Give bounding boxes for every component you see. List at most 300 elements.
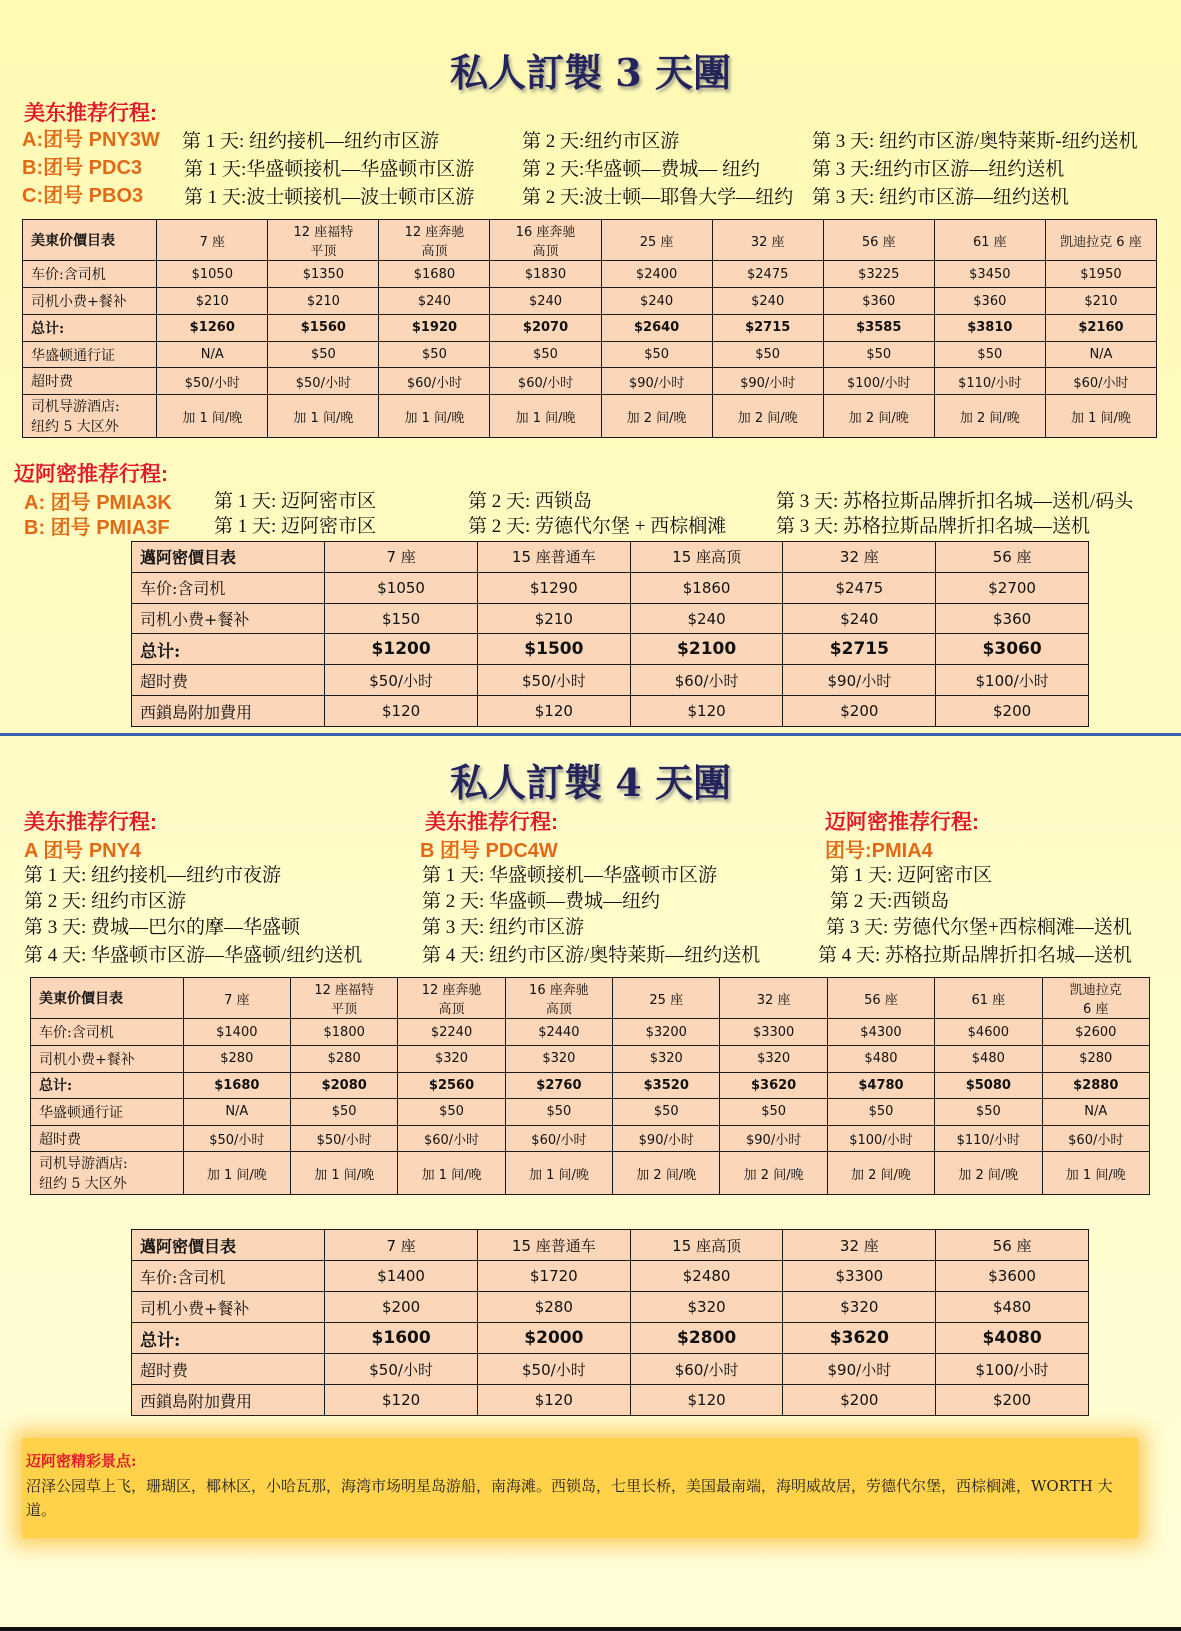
miami-price-table-4day xyxy=(131,1229,1089,1416)
column-header: 56 座 xyxy=(936,1230,1089,1261)
column-header: 7 座 xyxy=(325,1230,478,1261)
column-header: 15 座高顶 xyxy=(630,1230,783,1261)
price-cell: $60/小时 xyxy=(490,368,601,395)
route-day-1: 第 1 天: 纽约接机—纽约市夜游 xyxy=(24,865,282,886)
page-title-3day: 私人訂製 3 天團 xyxy=(450,50,731,95)
column-header xyxy=(1042,978,1149,1019)
price-cell: $1800 xyxy=(291,1019,398,1046)
price-cell: 加 2 间/晚 xyxy=(601,395,712,438)
price-cell: $50 xyxy=(268,341,379,368)
row-label: 车价:含司机 xyxy=(23,261,157,288)
section-divider xyxy=(0,733,1181,736)
route-day-1: 第 1 天: 华盛顿接机—华盛顿市区游 xyxy=(422,865,718,886)
price-cell: $50/小时 xyxy=(477,665,630,696)
price-cell: $200 xyxy=(936,696,1089,727)
price-cell: 加 2 间/晚 xyxy=(613,1152,720,1195)
price-cell: $50/小时 xyxy=(157,368,268,395)
price-cell: $120 xyxy=(325,1385,478,1416)
route-day-2: 第 2 天:西锁岛 xyxy=(830,891,950,912)
price-cell: $200 xyxy=(936,1385,1089,1416)
route-day-2: 第 2 天:波士顿—耶鲁大学—纽约 xyxy=(522,187,794,208)
price-cell: $2760 xyxy=(505,1072,612,1099)
price-cell: $2880 xyxy=(1042,1072,1149,1099)
price-cell: 加 1 间/晚 xyxy=(157,395,268,438)
table-header-row xyxy=(132,542,1089,573)
price-cell: $2600 xyxy=(1042,1019,1149,1046)
column-header: 15 座高顶 xyxy=(630,542,783,573)
price-cell: $240 xyxy=(630,603,783,634)
highlights-text: 沼泽公园草上飞，珊瑚区，椰林区，小哈瓦那，海湾市场明星岛游船，南海滩。西锁岛，七里长桥，美国最南端，海明威故居，劳德代尔堡，西棕榈滩，WORTH 大道。 xyxy=(26,1477,1113,1519)
price-cell: $240 xyxy=(601,288,712,315)
route-day-3: 第 3 天: 费城—巴尔的摩—华盛顿 xyxy=(24,917,301,938)
route-day-1: 第 1 天: 迈阿密市区 xyxy=(214,516,377,537)
price-cell: $1200 xyxy=(325,634,478,665)
price-cell: $320 xyxy=(505,1045,612,1072)
price-cell: $320 xyxy=(783,1292,936,1323)
cell-line: 高顶 xyxy=(438,1002,465,1018)
price-cell: $2560 xyxy=(398,1072,505,1099)
table-row xyxy=(132,603,1089,634)
price-cell: $360 xyxy=(934,288,1045,315)
price-cell: $2080 xyxy=(291,1072,398,1099)
column-header: 32 座 xyxy=(712,220,823,261)
price-cell: $120 xyxy=(477,696,630,727)
route-code: C:团号 PBO3 xyxy=(22,185,144,207)
price-cell: $280 xyxy=(291,1045,398,1072)
price-cell: $60/小时 xyxy=(398,1125,505,1152)
route-day-4: 第 4 天: 华盛顿市区游—华盛顿/纽约送机 xyxy=(24,945,363,966)
price-cell: $4080 xyxy=(936,1323,1089,1354)
price-cell: $200 xyxy=(325,1292,478,1323)
row-label: 司机小费+餐补 xyxy=(31,1045,184,1072)
price-cell: $1050 xyxy=(325,572,478,603)
price-cell: 加 1 间/晚 xyxy=(291,1152,398,1195)
price-cell: 加 2 间/晚 xyxy=(720,1152,827,1195)
highlights-header: 迈阿密精彩景点: xyxy=(26,1452,137,1470)
row-label: 超时费 xyxy=(23,368,157,395)
table-header-row xyxy=(31,978,1150,1019)
price-cell: $50 xyxy=(935,1099,1042,1126)
row-label: 司机小费+餐补 xyxy=(23,288,157,315)
route-day-3: 第 3 天: 苏格拉斯品牌折扣名城—送机/码头 xyxy=(776,491,1134,512)
cell-line: 高顶 xyxy=(421,244,448,260)
table-row xyxy=(132,696,1089,727)
price-cell: $320 xyxy=(398,1045,505,1072)
price-cell: $60/小时 xyxy=(1045,368,1156,395)
price-cell: $100/小时 xyxy=(936,665,1089,696)
price-cell: $3585 xyxy=(823,314,934,341)
route-day-1: 第 1 天:华盛顿接机—华盛顿市区游 xyxy=(184,159,475,180)
cell-line: 纽约 5 大区外 xyxy=(31,419,119,436)
price-cell: $3600 xyxy=(936,1261,1089,1292)
price-cell: $50 xyxy=(601,341,712,368)
column-header: 32 座 xyxy=(720,978,827,1019)
column-header: 56 座 xyxy=(823,220,934,261)
price-cell: $200 xyxy=(783,696,936,727)
table-row xyxy=(132,1292,1089,1323)
table-row xyxy=(132,1323,1089,1354)
price-cell: 加 1 间/晚 xyxy=(268,395,379,438)
row-label: 超时费 xyxy=(132,665,325,696)
price-cell: $50/小时 xyxy=(325,1354,478,1385)
price-cell: $120 xyxy=(630,1385,783,1416)
table-row xyxy=(132,665,1089,696)
route-day-2: 第 2 天:纽约市区游 xyxy=(522,131,680,152)
price-cell: $200 xyxy=(783,1385,936,1416)
table-row xyxy=(23,341,1157,368)
price-cell: $100/小时 xyxy=(827,1125,934,1152)
table-row xyxy=(132,1385,1089,1416)
column-header xyxy=(505,978,612,1019)
price-cell: $50 xyxy=(490,341,601,368)
price-cell: $1400 xyxy=(183,1019,290,1046)
cell-line: 12 座福特 xyxy=(293,225,354,241)
price-cell: $210 xyxy=(268,288,379,315)
price-cell: $5080 xyxy=(935,1072,1042,1099)
route-day-3: 第 3 天: 纽约市区游/奥特莱斯-纽约送机 xyxy=(812,131,1138,152)
route-day-4: 第 4 天: 苏格拉斯品牌折扣名城—送机 xyxy=(818,945,1133,966)
price-cell: $1680 xyxy=(183,1072,290,1099)
row-label: 司机小费+餐补 xyxy=(132,603,325,634)
price-cell: $1680 xyxy=(379,261,490,288)
table-row xyxy=(23,395,1157,438)
price-cell: $50 xyxy=(720,1099,827,1126)
price-cell: 加 1 间/晚 xyxy=(398,1152,505,1195)
price-cell: $2240 xyxy=(398,1019,505,1046)
price-cell: 加 1 间/晚 xyxy=(1042,1152,1149,1195)
price-cell: $50/小时 xyxy=(325,665,478,696)
column-header xyxy=(291,978,398,1019)
price-cell: $60/小时 xyxy=(379,368,490,395)
route-code: B:团号 PDC3 xyxy=(22,157,143,179)
price-cell: 加 1 间/晚 xyxy=(1045,395,1156,438)
row-label: 车价:含司机 xyxy=(132,1261,325,1292)
table-row xyxy=(31,1019,1150,1046)
row-label: 西鎖島附加費用 xyxy=(132,696,325,727)
price-cell: $2100 xyxy=(630,634,783,665)
price-cell: $360 xyxy=(823,288,934,315)
route-day-2: 第 2 天: 劳德代尔堡 + 西棕榈滩 xyxy=(468,516,727,537)
price-cell: $90/小时 xyxy=(783,665,936,696)
price-cell: $320 xyxy=(630,1292,783,1323)
table-row xyxy=(23,288,1157,315)
price-cell: $90/小时 xyxy=(601,368,712,395)
route-code: B: 团号 PMIA3F xyxy=(24,517,170,539)
route-day-2: 第 2 天:华盛顿—费城— 纽约 xyxy=(522,159,761,180)
price-cell: $3225 xyxy=(823,261,934,288)
price-cell: $50/小时 xyxy=(183,1125,290,1152)
price-cell: $3520 xyxy=(613,1072,720,1099)
price-cell: $90/小时 xyxy=(720,1125,827,1152)
price-cell: $320 xyxy=(613,1045,720,1072)
price-cell: $2000 xyxy=(477,1323,630,1354)
cell-line: 16 座奔驰 xyxy=(529,983,589,999)
row-label: 西鎖島附加費用 xyxy=(132,1385,325,1416)
table-title: 美東价價目表 xyxy=(23,220,157,261)
table-row xyxy=(31,1045,1150,1072)
route-day-1: 第 1 天:波士顿接机—波士顿市区游 xyxy=(184,187,475,208)
column-header: 56 座 xyxy=(827,978,934,1019)
price-cell: $90/小时 xyxy=(613,1125,720,1152)
price-cell: 加 1 间/晚 xyxy=(183,1152,290,1195)
row-label: 车价:含司机 xyxy=(132,572,325,603)
price-cell: $50 xyxy=(827,1099,934,1126)
price-cell: $60/小时 xyxy=(1042,1125,1149,1152)
cell-line: 司机导游酒店: xyxy=(31,399,120,416)
price-cell: $150 xyxy=(325,603,478,634)
route-day-3: 第 3 天: 纽约市区游 xyxy=(422,917,585,938)
price-cell: $2715 xyxy=(783,634,936,665)
price-cell: $1400 xyxy=(325,1261,478,1292)
price-cell: $210 xyxy=(1045,288,1156,315)
column-header: 32 座 xyxy=(783,1230,936,1261)
price-cell: $2475 xyxy=(783,572,936,603)
cell-line: 平顶 xyxy=(331,1002,358,1018)
cell-line: 凯迪拉克 xyxy=(1069,983,1122,999)
row-label: 总计: xyxy=(132,634,325,665)
price-cell: $50/小时 xyxy=(268,368,379,395)
bottom-rule xyxy=(0,1627,1181,1631)
column-header: 美东推荐行程: xyxy=(425,811,558,834)
price-cell: $2640 xyxy=(601,314,712,341)
route-day-4: 第 4 天: 纽约市区游/奥特莱斯—纽约送机 xyxy=(422,945,761,966)
column-header: 凯迪拉克 6 座 xyxy=(1045,220,1156,261)
price-cell: $3620 xyxy=(720,1072,827,1099)
price-cell: N/A xyxy=(183,1099,290,1126)
price-cell: $3300 xyxy=(783,1261,936,1292)
price-cell: $60/小时 xyxy=(630,1354,783,1385)
table-row xyxy=(132,634,1089,665)
price-cell: $50 xyxy=(934,341,1045,368)
price-cell: $210 xyxy=(477,603,630,634)
route-code: B 团号 PDC4W xyxy=(420,840,558,862)
price-cell: $100/小时 xyxy=(823,368,934,395)
price-cell: $60/小时 xyxy=(630,665,783,696)
price-cell: 加 1 间/晚 xyxy=(505,1152,612,1195)
price-cell: 加 1 间/晚 xyxy=(490,395,601,438)
price-cell: N/A xyxy=(1042,1099,1149,1126)
price-cell: $360 xyxy=(936,603,1089,634)
price-cell: $240 xyxy=(379,288,490,315)
row-label: 华盛顿通行证 xyxy=(31,1099,184,1126)
table-row xyxy=(31,1152,1150,1195)
row-label: 超时费 xyxy=(132,1354,325,1385)
row-label: 总计: xyxy=(132,1323,325,1354)
miami-price-table-3day xyxy=(131,541,1089,727)
row-label: 车价:含司机 xyxy=(31,1019,184,1046)
price-cell: $60/小时 xyxy=(505,1125,612,1152)
price-cell: $50/小时 xyxy=(477,1354,630,1385)
price-cell: $4780 xyxy=(827,1072,934,1099)
column-header xyxy=(398,978,505,1019)
route-day-1: 第 1 天: 迈阿密市区 xyxy=(830,865,993,886)
price-cell: $50 xyxy=(613,1099,720,1126)
price-cell: $1950 xyxy=(1045,261,1156,288)
price-cell: $2480 xyxy=(630,1261,783,1292)
cell-line: 高顶 xyxy=(545,1002,572,1018)
table-row xyxy=(31,1099,1150,1126)
price-cell: $3200 xyxy=(613,1019,720,1046)
row-label: 华盛顿通行证 xyxy=(23,341,157,368)
row-label xyxy=(31,1152,184,1195)
table-row xyxy=(132,1354,1089,1385)
price-cell: $280 xyxy=(1042,1045,1149,1072)
column-header: 7 座 xyxy=(157,220,268,261)
price-cell: $2070 xyxy=(490,314,601,341)
price-cell: $1920 xyxy=(379,314,490,341)
east-price-table-4day xyxy=(30,977,1150,1195)
price-cell: $240 xyxy=(783,603,936,634)
column-header: 15 座普通车 xyxy=(477,542,630,573)
route-day-3: 第 3 天: 纽约市区游—纽约送机 xyxy=(812,187,1070,208)
column-header: 61 座 xyxy=(934,220,1045,261)
cell-line: 12 座福特 xyxy=(314,983,375,999)
column-header: 美东推荐行程: xyxy=(24,811,157,834)
price-cell: $50 xyxy=(712,341,823,368)
page-title-4day: 私人訂製 4 天團 xyxy=(450,760,731,805)
price-cell: $1260 xyxy=(157,314,268,341)
table-title: 邁阿密價目表 xyxy=(132,542,325,573)
price-cell: $2715 xyxy=(712,314,823,341)
row-label: 总计: xyxy=(31,1072,184,1099)
price-cell: $240 xyxy=(712,288,823,315)
price-cell: $1720 xyxy=(477,1261,630,1292)
price-cell: $3300 xyxy=(720,1019,827,1046)
table-row xyxy=(132,572,1089,603)
price-cell: $50 xyxy=(823,341,934,368)
price-cell: $2475 xyxy=(712,261,823,288)
column-header: 61 座 xyxy=(935,978,1042,1019)
price-cell: $3620 xyxy=(783,1323,936,1354)
column-header: 56 座 xyxy=(936,542,1089,573)
price-cell: $1050 xyxy=(157,261,268,288)
cell-line: 司机导游酒店: xyxy=(39,1156,128,1173)
cell-line: 16 座奔驰 xyxy=(515,225,576,241)
price-cell: $100/小时 xyxy=(936,1354,1089,1385)
route-day-1: 第 1 天: 迈阿密市区 xyxy=(214,491,377,512)
price-cell: $120 xyxy=(630,696,783,727)
route-day-3: 第 3 天: 劳德代尔堡+西棕榈滩—送机 xyxy=(826,917,1132,938)
price-cell: $280 xyxy=(477,1292,630,1323)
price-cell: $50 xyxy=(379,341,490,368)
price-cell: $4300 xyxy=(827,1019,934,1046)
cell-line: 高顶 xyxy=(532,244,559,260)
row-label: 总计: xyxy=(23,314,157,341)
column-header xyxy=(268,220,379,261)
east-itinerary-header: 美东推荐行程: xyxy=(24,102,157,125)
price-cell: $2160 xyxy=(1045,314,1156,341)
route-code: 团号:PMIA4 xyxy=(825,840,933,862)
price-cell: 加 2 间/晚 xyxy=(827,1152,934,1195)
price-cell: $50/小时 xyxy=(291,1125,398,1152)
price-cell: 加 1 间/晚 xyxy=(379,395,490,438)
price-cell: $240 xyxy=(490,288,601,315)
price-cell: $1560 xyxy=(268,314,379,341)
route-day-3: 第 3 天: 苏格拉斯品牌折扣名城—送机 xyxy=(776,516,1091,537)
column-header: 32 座 xyxy=(783,542,936,573)
route-code: A: 团号 PMIA3K xyxy=(24,492,172,514)
price-cell: $50 xyxy=(505,1099,612,1126)
price-cell: $90/小时 xyxy=(783,1354,936,1385)
price-cell: $50 xyxy=(291,1099,398,1126)
route-day-3: 第 3 天:纽约市区游—纽约送机 xyxy=(812,159,1065,180)
column-header: 7 座 xyxy=(325,542,478,573)
cell-line: 12 座奔驰 xyxy=(404,225,465,241)
price-cell: $280 xyxy=(183,1045,290,1072)
column-header: 25 座 xyxy=(613,978,720,1019)
row-label xyxy=(23,395,157,438)
price-cell: $320 xyxy=(720,1045,827,1072)
east-price-table-3day xyxy=(22,219,1157,438)
price-cell: $2800 xyxy=(630,1323,783,1354)
price-cell: N/A xyxy=(1045,341,1156,368)
price-cell: $210 xyxy=(157,288,268,315)
row-label: 超时费 xyxy=(31,1125,184,1152)
miami-highlights-box xyxy=(22,1438,1138,1538)
price-cell: 加 2 间/晚 xyxy=(712,395,823,438)
table-header-row xyxy=(23,220,1157,261)
price-cell: $1500 xyxy=(477,634,630,665)
table-header-row xyxy=(132,1230,1089,1261)
cell-line: 平顶 xyxy=(310,244,337,260)
price-cell: $120 xyxy=(325,696,478,727)
price-cell: $1860 xyxy=(630,572,783,603)
route-code: A 团号 PNY4 xyxy=(24,840,142,862)
route-day-2: 第 2 天: 华盛顿—费城—纽约 xyxy=(422,891,661,912)
row-label: 司机小费+餐补 xyxy=(132,1292,325,1323)
miami-itinerary-header: 迈阿密推荐行程: xyxy=(14,463,168,486)
column-header xyxy=(379,220,490,261)
table-title: 邁阿密價目表 xyxy=(132,1230,325,1261)
price-cell: 加 2 间/晚 xyxy=(934,395,1045,438)
table-row xyxy=(31,1072,1150,1099)
route-day-1: 第 1 天: 纽约接机—纽约市区游 xyxy=(182,131,440,152)
price-cell: $3060 xyxy=(936,634,1089,665)
column-header xyxy=(490,220,601,261)
price-cell: $1830 xyxy=(490,261,601,288)
column-header: 迈阿密推荐行程: xyxy=(825,811,979,834)
price-cell: $2700 xyxy=(936,572,1089,603)
table-row xyxy=(23,368,1157,395)
column-header: 7 座 xyxy=(183,978,290,1019)
price-cell: $1290 xyxy=(477,572,630,603)
price-cell: $110/小时 xyxy=(934,368,1045,395)
table-row xyxy=(31,1125,1150,1152)
price-cell: $110/小时 xyxy=(935,1125,1042,1152)
price-cell: 加 2 间/晚 xyxy=(823,395,934,438)
route-day-2: 第 2 天: 西锁岛 xyxy=(468,491,593,512)
price-cell: $480 xyxy=(827,1045,934,1072)
price-cell: $3450 xyxy=(934,261,1045,288)
table-row xyxy=(23,314,1157,341)
route-day-2: 第 2 天: 纽约市区游 xyxy=(24,891,187,912)
price-cell: $2400 xyxy=(601,261,712,288)
cell-line: 12 座奔驰 xyxy=(421,983,482,999)
price-cell: N/A xyxy=(157,341,268,368)
table-title: 美東价價目表 xyxy=(31,978,184,1019)
table-row xyxy=(23,261,1157,288)
price-cell: $3810 xyxy=(934,314,1045,341)
price-cell: $1600 xyxy=(325,1323,478,1354)
price-cell: $120 xyxy=(477,1385,630,1416)
price-cell: $2440 xyxy=(505,1019,612,1046)
price-cell: $1350 xyxy=(268,261,379,288)
price-cell: $50 xyxy=(398,1099,505,1126)
table-row xyxy=(132,1261,1089,1292)
price-cell: $4600 xyxy=(935,1019,1042,1046)
price-cell: $480 xyxy=(935,1045,1042,1072)
price-cell: $480 xyxy=(936,1292,1089,1323)
